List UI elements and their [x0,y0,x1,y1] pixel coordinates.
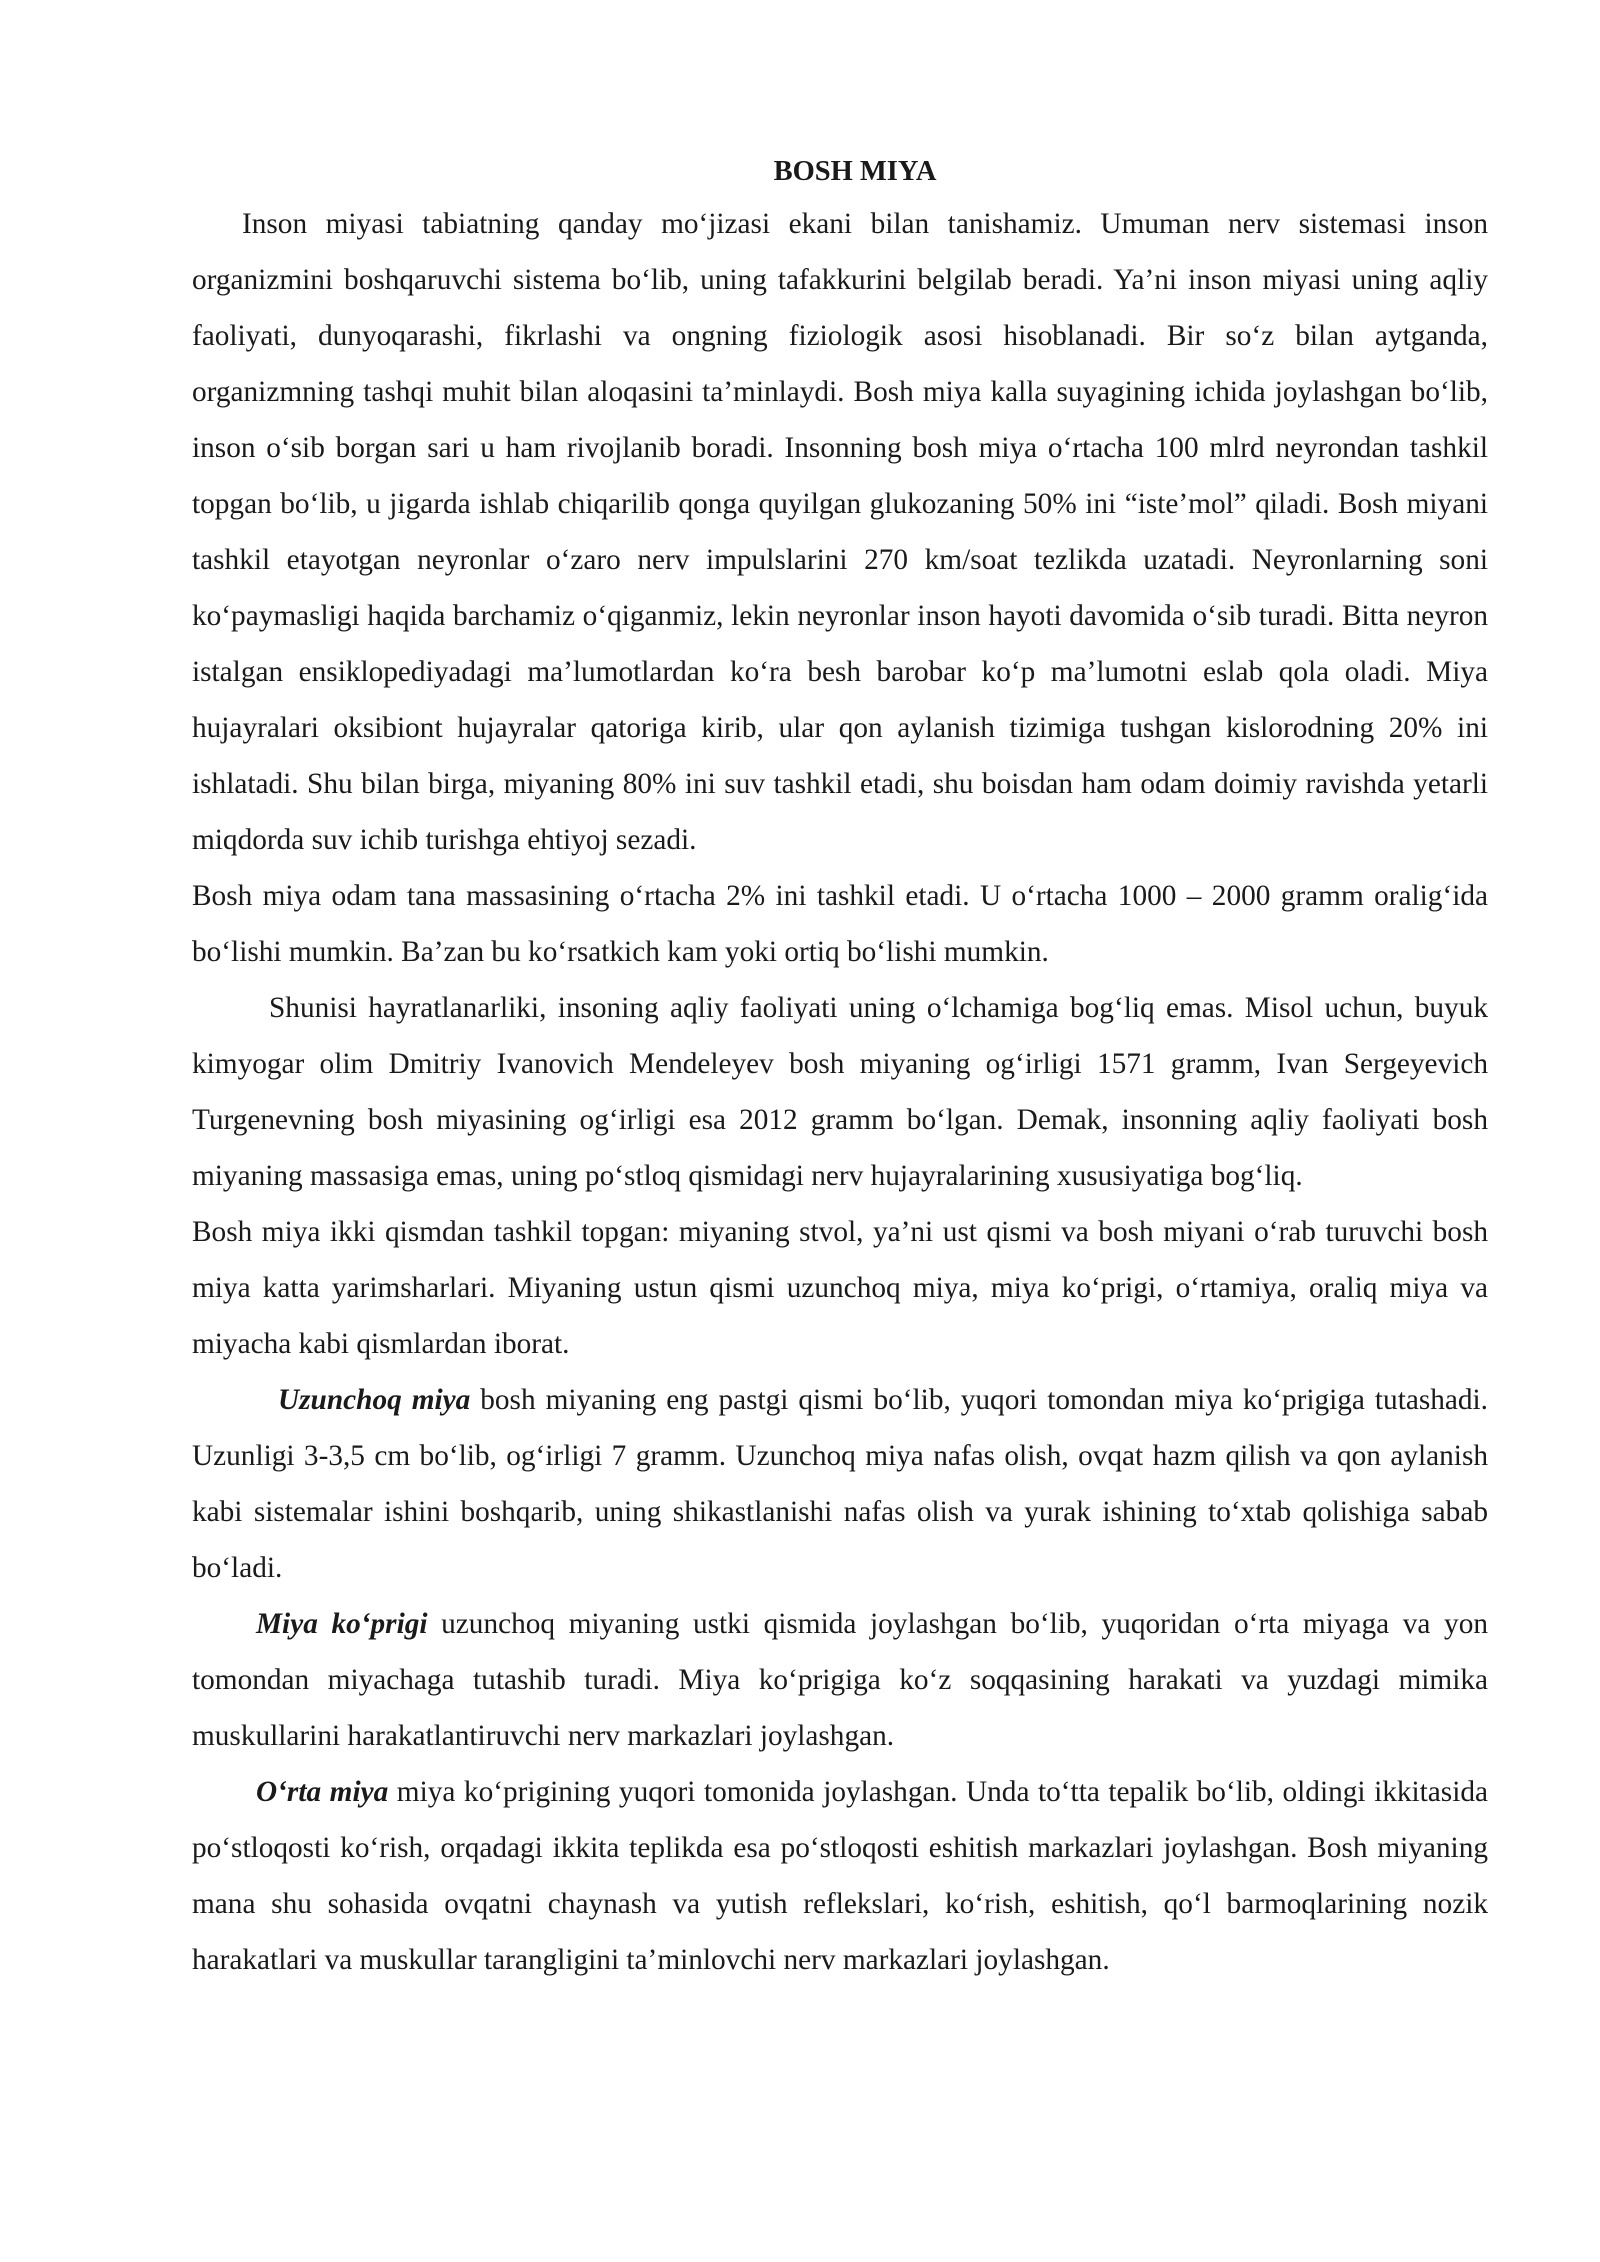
term-pons: Miya ko‘prigi [256,1608,428,1640]
document-page [192,148,1488,1988]
term-midbrain: O‘rta miya [256,1776,389,1808]
document-title: BOSH MIYA [773,156,937,187]
paragraph-midbrain [192,1764,1488,1988]
paragraph-medulla-text: bosh miyaning eng pastgi qismi bo‘lib, yuqori tomondan miya ko‘prigiga tutashadi. Uzunligi 3-3,5 cm bo‘lib, og‘irligi 7 gramm. Uzunchoq miya nafas olish, ovqat hazm qilish va qon aylanish kabi sistemalar ishini boshqarib, uning shikastlanishi nafas olish va yurak ishining to‘xtab qolishiga sabab bo‘ladi. [192,1384,1488,1584]
paragraph-midbrain-text: miya ko‘prigining yuqori tomonida joylashgan. Unda to‘tta tepalik bo‘lib, oldingi ikkitasida po‘stloqosti ko‘rish, orqadagi ikkita teplikda esa po‘stloqosti eshitish markazlari joylashgan. Bosh miyaning mana shu sohasida ovqatni chaynash va yutish reflekslari, ko‘rish, eshitish, qo‘l barmoqlarining nozik harakatlari va muskullar tarangligini ta’minlovchi nerv markazlari joylashgan. [192,1776,1488,1976]
paragraph-intro: Inson miyasi tabiatning qanday mo‘jizasi ekani bilan tanishamiz. Umuman nerv sistemasi inson organizmini boshqaruvchi sistema bo‘lib, uning tafakkurini belgilab beradi. Ya’ni inson miyasi uning aqliy faoliyati, dunyoqarashi, fikrlashi va ongning fiziologik asosi hisoblanadi. Bir so‘z bilan aytganda, organizmning tashqi muhit bilan aloqasini ta’minlaydi. Bosh miya kalla suyagining ichida joylashgan bo‘lib, inson o‘sib borgan sari u ham rivojlanib boradi. Insonning bosh miya o‘rtacha 100 mlrd neyrondan tashkil topgan bo‘lib, u jigarda ishlab chiqarilib qonga quyilgan glukozaning 50% ini “iste’mol” qiladi. Bosh miyani tashkil etayotgan neyronlar o‘zaro nerv impulslarini 270 km/soat tezlikda uzatadi. Neyronlarning soni ko‘paymasligi haqida barchamiz o‘qiganmiz, lekin neyronlar inson hayoti davomida o‘sib turadi. Bitta neyron istalgan ensiklopediyadagi ma’lumotlardan ko‘ra besh barobar ko‘p ma’lumotni eslab qola oladi. Miya hujayralari oksibiont hujayralar qatoriga kirib, ular qon aylanish tizimiga tushgan kislorodning 20% ini ishlatadi. Shu bilan birga, miyaning 80% ini suv tashkil etadi, shu boisdan ham odam doimiy ravishda yetarli miqdorda suv ichib turishga ehtiyoj sezadi. [192,208,1488,856]
paragraph-brain-parts: Bosh miya ikki qismdan tashkil topgan: miyaning stvol, ya’ni ust qismi va bosh miyani o‘rab turuvchi bosh miya katta yarimsharlari. Miyaning ustun qismi uzunchoq miya, miya ko‘prigi, o‘rtamiya, oraliq miya va miyacha kabi qismlardan iborat. [192,1216,1488,1360]
paragraph-mass: Bosh miya odam tana massasining o‘rtacha 2% ini tashkil etadi. U o‘rtacha 1000 – 2000 gramm oralig‘ida bo‘lishi mumkin. Ba’zan bu ko‘rsatkich kam yoki ortiq bo‘lishi mumkin. [192,880,1488,968]
term-medulla: Uzunchoq miya [278,1384,471,1416]
paragraph-size-independence: Shunisi hayratlanarliki, insoning aqliy faoliyati uning o‘lchamiga bog‘liq emas. Misol uchun, buyuk kimyogar olim Dmitriy Ivanovich Mendeleyev bosh miyaning og‘irligi 1571 gramm, Ivan Sergeyevich Turgenevning bosh miyasining og‘irligi esa 2012 gramm bo‘lgan. Demak, insonning aqliy faoliyati bosh miyaning massasiga emas, uning po‘stloq qismidagi nerv hujayralarining xususiyatiga bog‘liq. [192,992,1488,1192]
paragraph-medulla [192,1372,1488,1596]
paragraph-pons [192,1596,1488,1764]
paragraph-pons-text: uzunchoq miyaning ustki qismida joylashgan bo‘lib, yuqoridan o‘rta miyaga va yon tomondan miyachaga tutashib turadi. Miya ko‘prigiga ko‘z soqqasining harakati va yuzdagi mimika muskullarini harakatlantiruvchi nerv markazlari joylashgan. [192,1608,1488,1752]
